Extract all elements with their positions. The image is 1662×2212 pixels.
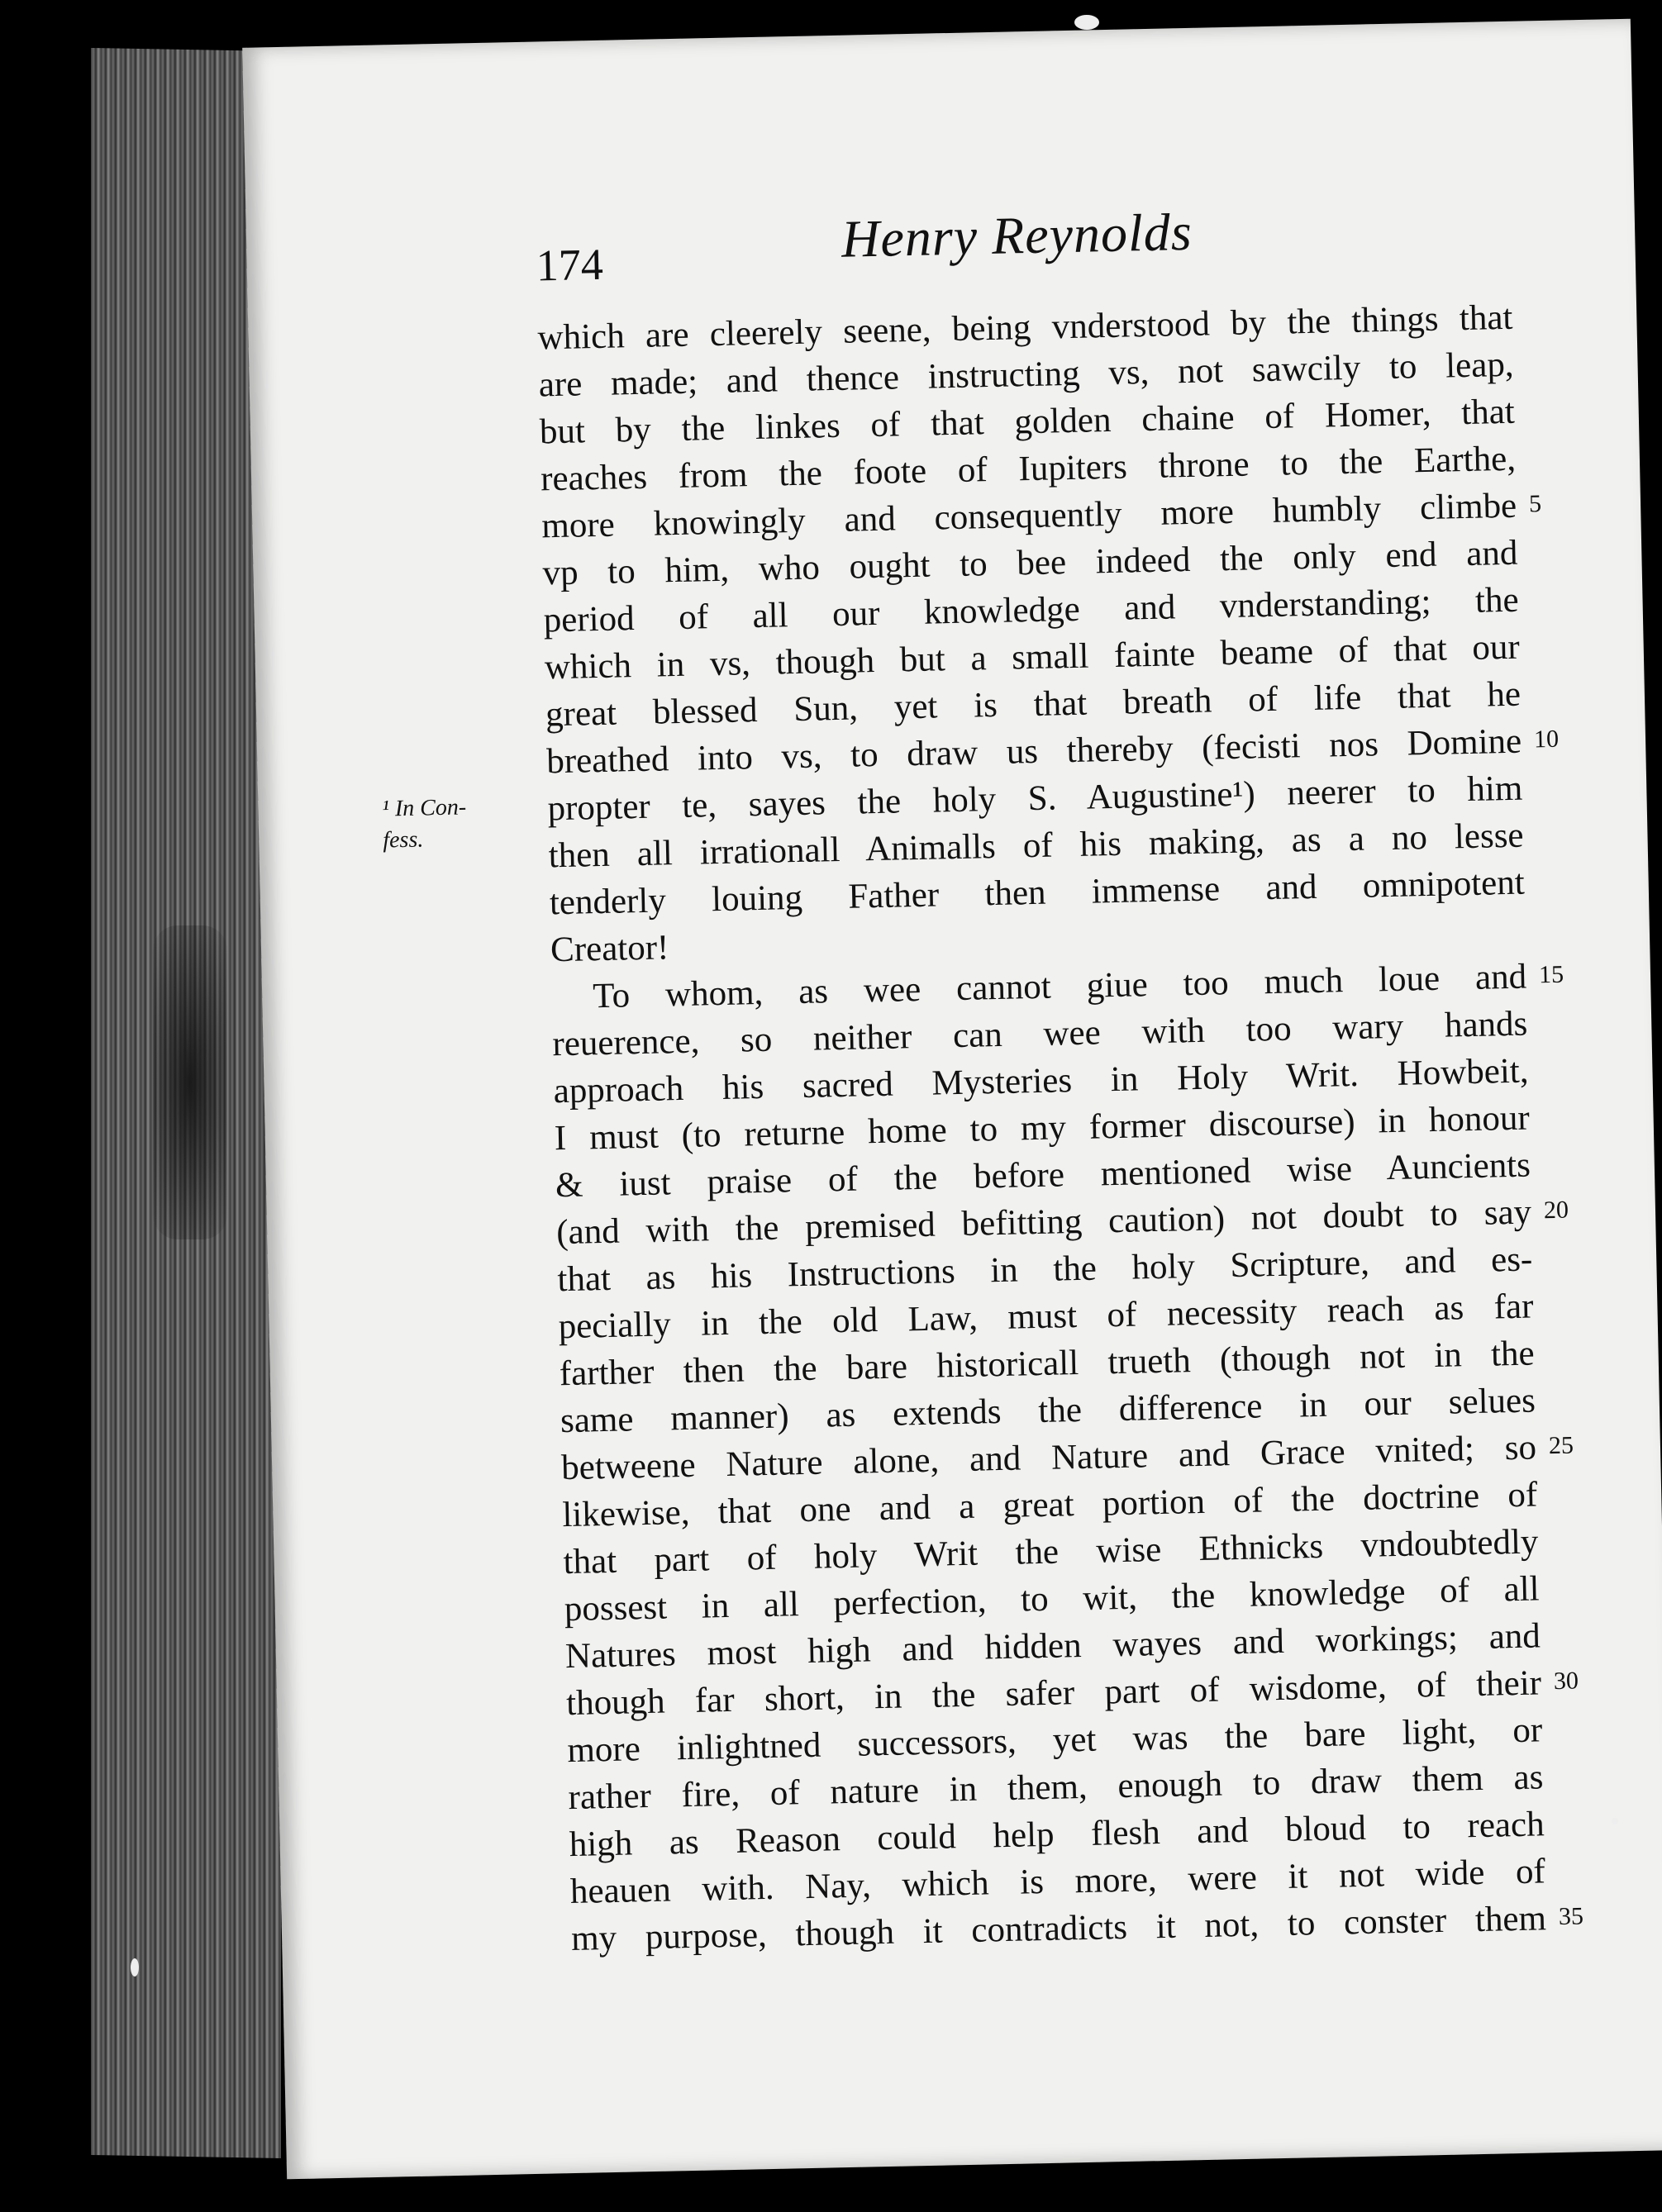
- text-line: To whom, as wee cannot giue too much loue and: [592, 957, 1527, 1016]
- text-line: that part of holy Writ the wise Ethnicks vndoubtedly: [563, 1522, 1539, 1582]
- text-line: rather fire, of nature in them, enough to draw them as: [568, 1758, 1544, 1818]
- text-line: heauen with. Nay, which is more, were it not wide of: [569, 1852, 1546, 1912]
- text-line: which in vs, though but a small fainte beame of that our: [544, 627, 1521, 687]
- line-number: 10: [1533, 725, 1560, 754]
- page-number: 174: [536, 239, 604, 291]
- text-line: Natures most high and hidden wayes and workings; and: [564, 1616, 1541, 1677]
- running-head: Henry Reynolds: [841, 202, 1193, 269]
- text-line: propter te, sayes the holy S. Augustine¹) neerer to him: [547, 768, 1523, 829]
- text-line: reuerence, so neither can wee with too wary hands: [552, 1004, 1528, 1064]
- text-line: then all irrationall Animalls of his making, as a no lesse: [548, 816, 1524, 876]
- text-line: more inlightned successors, yet was the bare light, or: [566, 1710, 1543, 1771]
- marginal-note-line: fess.: [382, 826, 424, 854]
- text-line: which are cleerely seene, being vnderstood by the things that: [537, 297, 1513, 358]
- text-line: tenderly louing Father then immense and omnipotent: [549, 863, 1526, 923]
- line-number: 20: [1543, 1196, 1569, 1225]
- scan-speck: [1074, 15, 1099, 30]
- line-number: 5: [1528, 490, 1542, 518]
- text-line: approach his sacred Mysteries in Holy Writ. Howbeit,: [553, 1051, 1529, 1111]
- line-number: 15: [1538, 960, 1564, 989]
- text-line: though far short, in the safer part of wisdome, of their: [565, 1663, 1542, 1724]
- text-line: but by the linkes of that golden chaine of Homer, that: [539, 392, 1516, 452]
- page-header: [535, 195, 1512, 298]
- text-line: high as Reason could help flesh and bloud to reach: [569, 1805, 1545, 1865]
- text-line: & iust praise of the before mentioned wise Auncients: [555, 1145, 1531, 1206]
- line-number: 30: [1553, 1667, 1579, 1696]
- text-line: period of all our knowledge and vnderstanding; the: [543, 580, 1519, 640]
- book-page: [242, 19, 1662, 2180]
- scan-speck: [1612, 1818, 1618, 1824]
- text-line: I must (to returne home to my former discourse) in honour: [554, 1098, 1531, 1158]
- text-line: Creator!: [550, 928, 669, 970]
- text-line: likewise, that one and a great portion of the doctrine of: [561, 1475, 1538, 1535]
- marginal-note: [382, 791, 516, 856]
- text-line: same manner) as extends the difference in our selues: [560, 1381, 1536, 1441]
- body-text: [537, 294, 1584, 1962]
- text-line: reaches from the foote of Iupiters throne to the Earthe,: [540, 439, 1517, 499]
- text-line: more knowingly and consequently more humbly climbe: [541, 486, 1517, 546]
- text-line: possest in all perfection, to wit, the knowledge of all: [564, 1569, 1541, 1629]
- text-line: betweene Nature alone, and Nature and Grace vnited; so: [560, 1428, 1537, 1488]
- text-line: pecially in the old Law, must of necessity reach as far: [558, 1287, 1534, 1347]
- text-line: farther then the bare historicall trueth (though not in the: [559, 1334, 1536, 1394]
- text-line: breathed into vs, to draw us thereby (fecisti nos Domine: [545, 721, 1522, 782]
- text-line: vp to him, who ought to bee indeed the only end and: [542, 533, 1518, 593]
- text-line: that as his Instructions in the holy Scripture, and es-: [556, 1239, 1533, 1300]
- line-number: 25: [1548, 1431, 1574, 1460]
- text-line: (and with the premised befitting caution) not doubt to say: [555, 1192, 1532, 1253]
- marginal-note-line: ¹ In Con-: [382, 794, 467, 822]
- scan-speck: [131, 1958, 139, 1977]
- text-line: are made; and thence instructing vs, not sawcily to leap,: [538, 345, 1515, 405]
- library-stamp-on-edge: [153, 925, 227, 1239]
- text-line: great blessed Sun, yet is that breath of life that he: [545, 674, 1522, 735]
- line-number: 35: [1558, 1902, 1584, 1931]
- text-line: my purpose, though it contradicts it not, to conster them: [570, 1899, 1547, 1959]
